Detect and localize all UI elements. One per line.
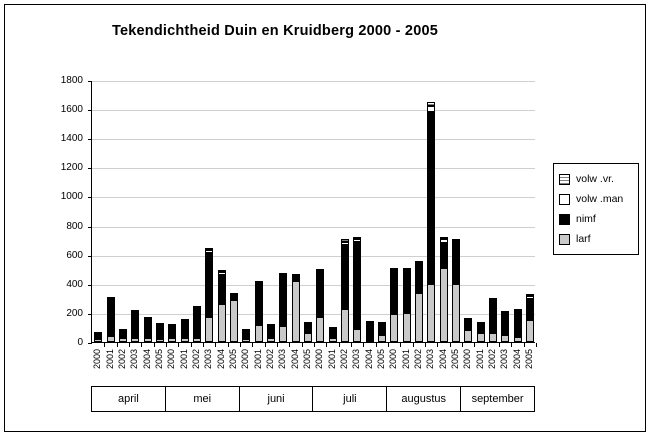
x-tick-mark (524, 343, 525, 347)
bar-segment (341, 245, 349, 309)
legend-item (559, 209, 634, 229)
x-tick-mark (487, 343, 488, 347)
x-tick-label: 2003 (425, 349, 436, 370)
bar-segment (304, 326, 312, 333)
bar-segment (440, 243, 448, 268)
bar-segment (501, 315, 509, 335)
bar-segment (193, 310, 201, 338)
bar (501, 311, 509, 342)
y-tick-label: 1000 (60, 191, 83, 203)
bar-segment (452, 243, 460, 284)
legend-label: larf (576, 233, 591, 245)
bar (477, 322, 485, 342)
bar-segment (94, 339, 102, 342)
bar-segment (316, 273, 324, 317)
x-tick-label: 2005 (153, 349, 164, 370)
bar-segment (131, 314, 139, 337)
bar-segment (107, 336, 115, 342)
x-tick-mark (277, 343, 278, 347)
bar-segment (501, 335, 509, 342)
bar-segment (316, 317, 324, 342)
bar (440, 237, 448, 342)
bar (156, 323, 164, 342)
y-tick-label: 200 (66, 307, 83, 319)
month-group-label: april (92, 387, 166, 411)
month-group-axis (91, 386, 535, 412)
bar-segment (353, 242, 361, 329)
x-tick-mark (425, 343, 426, 347)
bar-segment (378, 326, 386, 335)
bar (230, 293, 238, 342)
bar (181, 319, 189, 342)
x-tick-mark (228, 343, 229, 347)
x-tick-label: 2005 (375, 349, 386, 370)
bar-segment (131, 338, 139, 342)
month-group-label: juni (240, 387, 314, 411)
x-tick-mark (166, 343, 167, 347)
x-tick-mark (326, 343, 327, 347)
month-group-label: augustus (387, 387, 461, 411)
bar-segment (452, 284, 460, 342)
bar-segment (366, 325, 374, 340)
bar (390, 268, 398, 342)
bar-segment (267, 338, 275, 342)
bar-segment (526, 299, 534, 320)
bar-segment (205, 317, 213, 342)
bar (205, 248, 213, 342)
bar (292, 274, 300, 342)
x-tick-label: 2001 (104, 349, 115, 370)
bar-segment (205, 253, 213, 317)
bar (452, 239, 460, 342)
bar (144, 317, 152, 342)
bar (378, 322, 386, 342)
x-tick-label: 2002 (190, 349, 201, 370)
bar (526, 294, 534, 342)
x-tick-mark (178, 343, 179, 347)
bar-segment (218, 304, 226, 342)
bar-segment (464, 330, 472, 342)
bar (119, 329, 127, 342)
x-tick-label: 2000 (240, 349, 251, 370)
x-tick-mark (302, 343, 303, 347)
bar-segment (440, 268, 448, 342)
bar-segment (144, 338, 152, 342)
bar-segment (427, 112, 435, 284)
x-tick-label: 2000 (462, 349, 473, 370)
legend-label: volw .vr. (576, 173, 614, 185)
x-tick-mark (339, 343, 340, 347)
x-tick-label: 2003 (351, 349, 362, 370)
bar-segment (514, 337, 522, 342)
x-tick-label: 2001 (326, 349, 337, 370)
plot-area (60, 75, 535, 348)
y-tick-label: 600 (66, 249, 83, 261)
bar-segment (526, 320, 534, 342)
bar-segment (144, 321, 152, 338)
x-tick-label: 2002 (486, 349, 497, 370)
bar-segment (304, 333, 312, 342)
bar (514, 309, 522, 342)
bar-segment (156, 327, 164, 339)
bar-segment (477, 326, 485, 333)
chart-title: Tekendichtheid Duin en Kruidberg 2000 - 2005 (111, 23, 438, 39)
bar-segment (255, 325, 263, 342)
x-tick-mark (536, 343, 537, 347)
legend-swatch (559, 234, 570, 245)
x-tick-label: 2003 (277, 349, 288, 370)
bar-segment (378, 335, 386, 342)
x-tick-mark (363, 343, 364, 347)
x-tick-mark (104, 343, 105, 347)
bar-segment (119, 338, 127, 342)
x-tick-label: 2000 (388, 349, 399, 370)
x-tick-mark (240, 343, 241, 347)
bar-segment (267, 328, 275, 337)
bar-segment (168, 328, 176, 338)
x-tick-mark (413, 343, 414, 347)
bar (329, 327, 337, 342)
x-tick-label: 2001 (178, 349, 189, 370)
legend-item (559, 229, 634, 249)
bar-segment (427, 284, 435, 342)
y-tick-label: 1400 (60, 133, 83, 145)
x-tick-mark (511, 343, 512, 347)
bar (267, 324, 275, 342)
bar-segment (292, 281, 300, 342)
legend-label: volw .man (576, 193, 624, 205)
bar-segment (230, 300, 238, 342)
bar-segment (415, 265, 423, 293)
bar-segment (181, 323, 189, 338)
x-tick-label: 2001 (400, 349, 411, 370)
bar-series-container (92, 81, 535, 342)
bar (131, 310, 139, 342)
bar (304, 322, 312, 342)
bar-segment (329, 331, 337, 338)
x-tick-label: 2002 (412, 349, 423, 370)
bar (193, 306, 201, 342)
x-tick-mark (450, 343, 451, 347)
x-tick-mark (314, 343, 315, 347)
bar (427, 102, 435, 342)
bar-segment (415, 293, 423, 342)
bar-segment (255, 285, 263, 324)
bar (316, 269, 324, 342)
bar-segment (489, 302, 497, 333)
bar-segment (489, 333, 497, 342)
x-tick-label: 2002 (264, 349, 275, 370)
bar (464, 318, 472, 342)
bar-segment (390, 314, 398, 342)
bar-segment (353, 329, 361, 342)
x-tick-label: 2001 (252, 349, 263, 370)
bar (94, 332, 102, 342)
month-group-label: september (471, 393, 524, 405)
x-tick-mark (437, 343, 438, 347)
bar (279, 273, 287, 342)
bar-segment (181, 338, 189, 342)
y-tick-label: 1800 (60, 75, 83, 86)
chart-legend (553, 163, 639, 255)
x-tick-mark (351, 343, 352, 347)
bar (366, 321, 374, 342)
x-tick-label: 2005 (523, 349, 534, 370)
x-tick-mark (141, 343, 142, 347)
bar-segment (329, 338, 337, 342)
x-tick-label: 2003 (203, 349, 214, 370)
x-tick-mark (462, 343, 463, 347)
bar-segment (156, 339, 164, 342)
bar-segment (477, 333, 485, 342)
y-tick-label: 800 (66, 220, 83, 232)
x-tick-label: 2005 (301, 349, 312, 370)
chart-frame (4, 4, 646, 432)
x-tick-mark (388, 343, 389, 347)
bar (255, 281, 263, 342)
bar-segment (366, 340, 374, 342)
x-tick-label: 2002 (116, 349, 127, 370)
y-tick-label: 0 (77, 337, 83, 348)
x-tick-mark (191, 343, 192, 347)
bar-segment (390, 272, 398, 314)
x-tick-label: 2004 (215, 349, 226, 370)
y-tick-label: 1200 (60, 162, 83, 174)
bar-segment (242, 339, 250, 342)
x-tick-mark (265, 343, 266, 347)
bar (218, 270, 226, 342)
x-tick-mark (400, 343, 401, 347)
x-tick-label: 2004 (141, 349, 152, 370)
x-tick-mark (289, 343, 290, 347)
bar-segment (218, 275, 226, 304)
x-tick-label: 2000 (314, 349, 325, 370)
x-tick-label: 2005 (227, 349, 238, 370)
bar-segment (464, 322, 472, 331)
x-tick-mark (474, 343, 475, 347)
bar-segment (514, 313, 522, 337)
legend-item (559, 189, 634, 209)
legend-item (559, 169, 634, 189)
legend-swatch (559, 174, 570, 185)
x-tick-label: 2004 (511, 349, 522, 370)
x-tick-label: 2002 (338, 349, 349, 370)
bar-segment (341, 309, 349, 342)
x-tick-label: 2000 (92, 349, 103, 370)
y-tick-mark (88, 343, 92, 344)
bar-segment (193, 338, 201, 342)
bar-segment (107, 301, 115, 337)
y-tick-label: 400 (66, 278, 83, 290)
x-tick-label: 2005 (449, 349, 460, 370)
bar-segment (403, 272, 411, 313)
x-tick-mark (117, 343, 118, 347)
x-tick-mark (129, 343, 130, 347)
x-tick-mark (154, 343, 155, 347)
x-tick-label: 2004 (363, 349, 374, 370)
x-tick-label: 2004 (437, 349, 448, 370)
bar-segment (403, 313, 411, 342)
x-tick-mark (499, 343, 500, 347)
bar (415, 261, 423, 342)
bar-segment (279, 277, 287, 326)
y-tick-label: 1600 (60, 104, 83, 116)
legend-label: nimf (576, 213, 596, 225)
bar (107, 297, 115, 342)
x-tick-mark (376, 343, 377, 347)
bar (242, 329, 250, 342)
legend-swatch (559, 214, 570, 225)
bar (353, 237, 361, 343)
bar (341, 239, 349, 342)
x-tick-label: 2003 (499, 349, 510, 370)
bar (489, 298, 497, 342)
x-tick-label: 2003 (129, 349, 140, 370)
month-group-label: mei (166, 387, 240, 411)
bar-segment (279, 326, 287, 342)
x-tick-label: 2004 (289, 349, 300, 370)
legend-swatch (559, 194, 570, 205)
x-tick-mark (203, 343, 204, 347)
bar-segment (168, 338, 176, 342)
x-tick-mark (252, 343, 253, 347)
x-tick-label: 2001 (474, 349, 485, 370)
bar (403, 268, 411, 342)
x-tick-mark (215, 343, 216, 347)
month-group-label: juli (313, 387, 387, 411)
bar (168, 324, 176, 342)
x-tick-label: 2000 (166, 349, 177, 370)
